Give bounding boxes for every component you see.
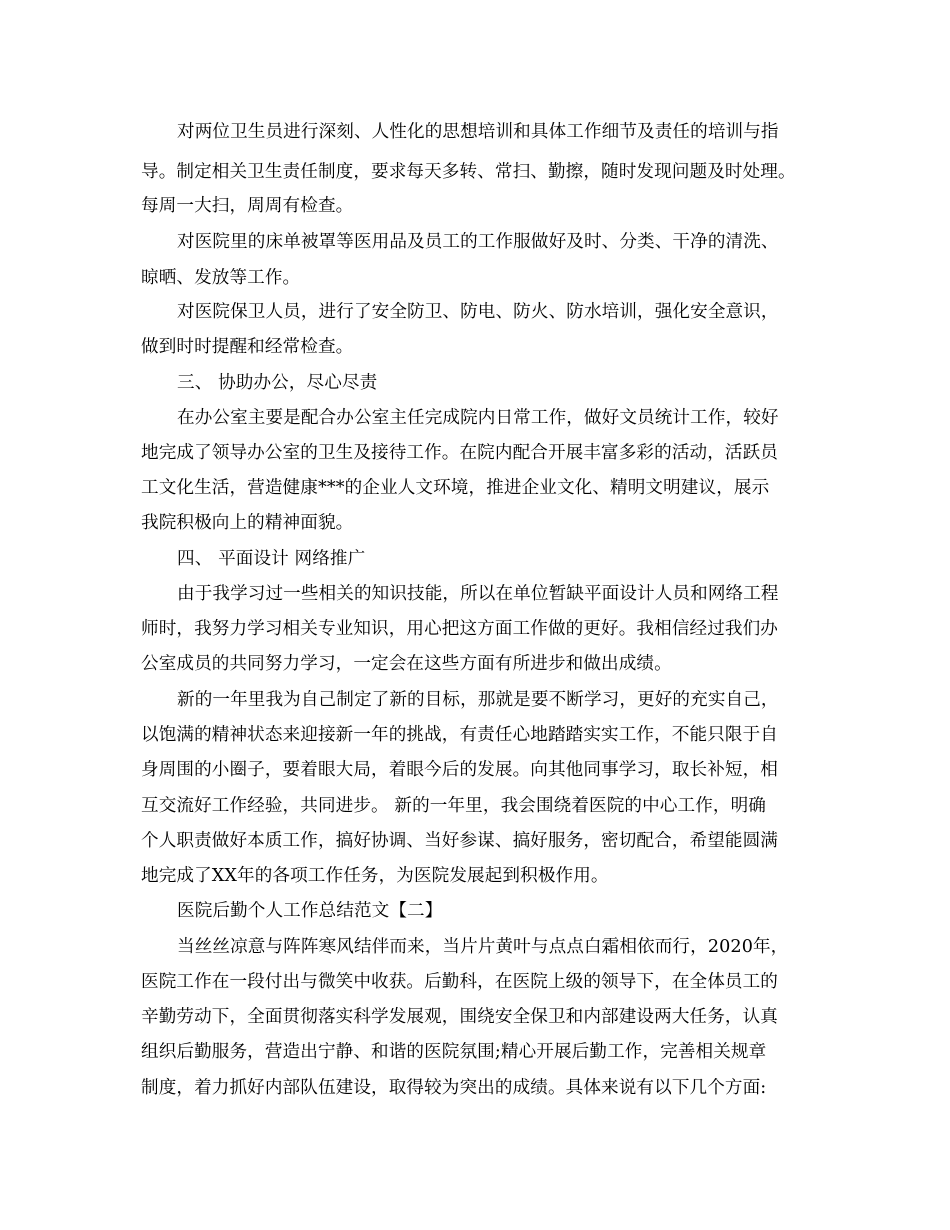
text-line: 对医院保卫人员，进行了安全防卫、防电、防火、防水培训，强化安全意识， (177, 302, 779, 322)
text-line: 导。制定相关卫生责任制度，要求每天多转、常扫、勤擦，随时发现问题及时处理。 (141, 162, 796, 182)
text-line: 个人职责做好本质工作，搞好协调、当好参谋、搞好服务，密切配合，希望能圆满 (141, 831, 778, 851)
text-line: 当丝丝凉意与阵阵寒风结伴而来，当片片黄叶与点点白霜相依而行，2020年， (177, 937, 789, 957)
text-line: 互交流好工作经验，共同进步。 新的一年里，我会围绕着医院的中心工作，明确 (141, 796, 766, 816)
text-line: 辛勤劳动下，全面贯彻落实科学发展观，围绕安全保卫和内部建设两大任务，认真 (141, 1007, 778, 1027)
text-line: 晾晒、发放等工作。 (141, 268, 301, 288)
text-line: 我院积极向上的精神面貌。 (141, 513, 354, 533)
text-line: 地完成了领导办公室的卫生及接待工作。在院内配合开展丰富多彩的活动，活跃员 (141, 443, 778, 463)
text-line: 以饱满的精神状态来迎接新一年的挑战，有责任心地踏踏实实工作，不能只限于自 (141, 725, 778, 745)
text-line: 做到时时提醒和经常检查。 (141, 337, 354, 357)
text-line: 新的一年里我为自己制定了新的目标，那就是要不断学习，更好的充实自己， (177, 690, 779, 710)
text-line: 由于我学习过一些相关的知识技能，所以在单位暂缺平面设计人员和网络工程 (177, 584, 779, 604)
text-line: 每周一大扫，周周有检查。 (141, 196, 354, 216)
text-line: 公室成员的共同努力学习，一定会在这些方面有所进步和做出成绩。 (141, 654, 672, 674)
text-line: 组织后勤服务，营造出宁静、和谐的医院氛围;精心开展后勤工作，完善相关规章 (141, 1042, 767, 1062)
text-line: 身周围的小圈子，要着眼大局，着眼今后的发展。向其他同事学习，取长补短，相 (141, 760, 778, 780)
text-line: 制度，着力抓好内部队伍建设，取得较为突出的成绩。具体来说有以下几个方面: (141, 1078, 767, 1098)
text-line: 在办公室主要是配合办公室主任完成院内日常工作，做好文员统计工作，较好 (177, 408, 779, 428)
text-line: 地完成了XX年的各项工作任务，为医院发展起到积极作用。 (141, 866, 609, 886)
text-line: 医院工作在一段付出与微笑中收获。后勤科，在医院上级的领导下，在全体员工的 (141, 972, 778, 992)
text-line: 对两位卫生员进行深刻、人性化的思想培训和具体工作细节及责任的培训与指 (177, 122, 779, 142)
text-line: 师时，我努力学习相关专业知识，用心把这方面工作做的更好。我相信经过我们办 (141, 619, 778, 639)
text-line: 工文化生活，营造健康***的企业人文环境，推进企业文化、精明文明建议，展示 (141, 478, 770, 498)
section-heading: 三、 协助办公，尽心尽责 (177, 373, 378, 393)
section-heading: 四、 平面设计 网络推广 (177, 549, 366, 569)
text-line: 对医院里的床单被罩等医用品及员工的工作服做好及时、分类、干净的清洗、 (177, 232, 779, 252)
section-heading: 医院后勤个人工作总结范文【二】 (177, 901, 443, 921)
